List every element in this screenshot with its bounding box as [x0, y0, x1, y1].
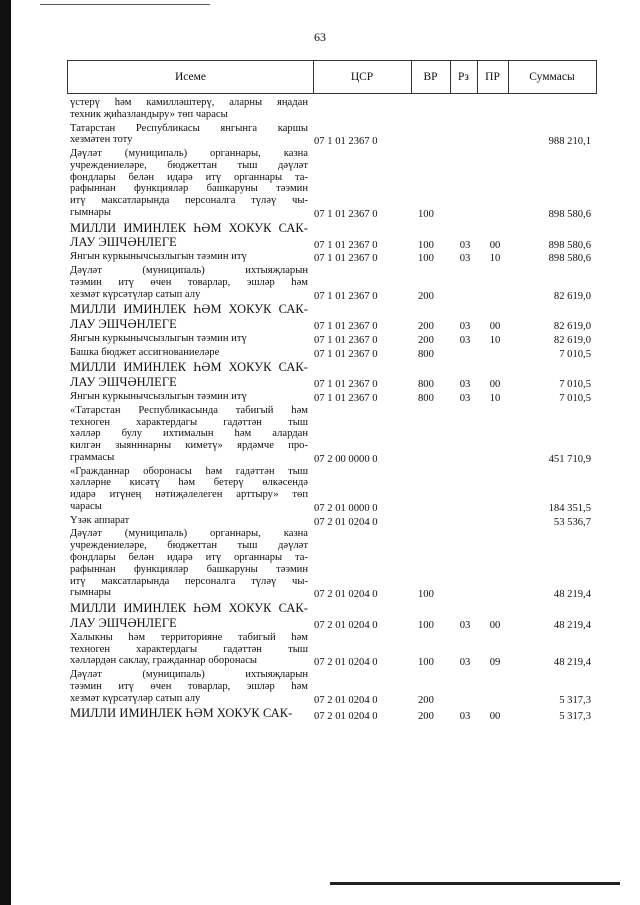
row-pr: 00 [489, 321, 501, 333]
row-vr: 100 [418, 239, 434, 251]
row-name [70, 466, 308, 513]
row-name-line: МИЛЛИ ИМИНЛЕК ҺӘМ ХОКУК САК- [70, 302, 308, 317]
row-sum: 898 580,6 [548, 208, 591, 220]
row-csr: 07 1 01 2367 0 [314, 348, 378, 360]
row-name [70, 515, 308, 527]
row-name-line: Дәүләт (муниципаль) ихтыяҗларын [70, 669, 308, 681]
row-name-line: хәлләрне кисәтү һәм бетерү өлкәсендә [70, 477, 308, 489]
row-name-line: тәэмин итү өчен товарлар, эшләр һәм [70, 276, 308, 288]
table-row [0, 669, 640, 706]
row-rz: 03 [459, 253, 471, 265]
row-csr: 07 1 01 2367 0 [314, 253, 378, 265]
table-row [0, 347, 640, 361]
row-vr: 100 [418, 620, 434, 632]
row-pr: 00 [489, 379, 501, 391]
row-name-line: Янгын куркынычсызлыгын тәэмин итү [70, 333, 247, 345]
row-sum: 7 010,5 [559, 379, 591, 391]
row-name-line: идарә итүнең нәтиҗәлелеген арттыру» төп [70, 489, 308, 501]
row-sum: 5 317,3 [559, 694, 591, 706]
row-name-line: учреждениеләре, бюджеттан тыш дәүләт [70, 159, 308, 171]
row-rz: 03 [459, 620, 471, 632]
row-sum: 451 710,9 [548, 453, 591, 465]
row-csr: 07 2 01 0204 0 [314, 516, 378, 528]
row-sum: 184 351,5 [548, 502, 591, 514]
row-vr: 200 [418, 334, 434, 346]
row-sum: 898 580,6 [548, 239, 591, 251]
row-csr: 07 1 01 2367 0 [314, 136, 378, 148]
row-name-line: ЛАУ ЭШЧӘНЛЕГЕ [70, 235, 177, 250]
scan-bottom-line [330, 882, 620, 885]
table-row [0, 515, 640, 529]
row-name-line: гымнары [70, 587, 111, 599]
row-name-line: хезмәт күрсәтүләр сатып алу [70, 288, 201, 300]
row-name-line: үстерү һәм камилләштерү, аларны яңадан [70, 97, 308, 108]
row-pr: 10 [489, 253, 501, 265]
row-csr: 07 2 01 0204 0 [314, 589, 378, 601]
row-name-line: техник җиһазландыру» төп чарасы [70, 108, 228, 120]
row-pr: 09 [489, 657, 501, 669]
row-name [70, 221, 308, 250]
row-name-line: Башка бюджет ассигнованиеләре [70, 346, 220, 358]
row-name-line: гымнары [70, 206, 111, 218]
row-csr: 07 1 01 2367 0 [314, 379, 378, 391]
row-vr: 800 [418, 379, 434, 391]
row-name-line: рафыннан функцияләр башкаруны тәэмин [70, 563, 308, 575]
row-name-line: МИЛЛИ ИМИНЛЕК ҺӘМ ХОКУК САК- [70, 706, 293, 721]
row-vr: 800 [418, 393, 434, 404]
row-name-line: МИЛЛИ ИМИНЛЕК ҺӘМ ХОКУК САК- [70, 601, 308, 616]
row-name [70, 347, 308, 359]
row-rz: 03 [459, 321, 471, 333]
row-rz: 03 [459, 379, 471, 391]
table-row [0, 706, 640, 722]
row-rz: 03 [459, 710, 471, 722]
row-name-line: ЛАУ ЭШЧӘНЛЕГЕ [70, 615, 177, 630]
table-row [0, 221, 640, 252]
row-rz: 03 [459, 334, 471, 346]
row-name-line: хезмәт күрсәтүләр сатып алу [70, 692, 201, 704]
row-sum: 48 219,4 [553, 589, 591, 601]
row-pr: 00 [489, 710, 501, 722]
row-name-line: килгән зыянннарны киметү» ярдәмче про- [70, 440, 308, 452]
row-name-line: «Гражданнар оборонасы һәм гадәттән тыш [70, 465, 308, 477]
row-csr: 07 1 01 2367 0 [314, 393, 378, 404]
row-name-line: хәлләр булу ихтималын һәм алардан [70, 428, 308, 440]
table-row [0, 601, 640, 632]
row-name-line: МИЛЛИ ИМИНЛЕК ҺӘМ ХОКУК САК- [70, 360, 308, 375]
row-sum: 82 619,0 [553, 321, 591, 333]
table-row [0, 251, 640, 265]
table-row [0, 333, 640, 347]
row-sum: 82 619,0 [553, 290, 591, 302]
row-name-line: фондлары белән идарә итү органнары та- [70, 171, 308, 183]
table-body [0, 97, 640, 723]
row-name [70, 265, 308, 300]
row-name [70, 706, 308, 720]
row-name-line: техноген характердагы гадәттән тыш [70, 643, 308, 655]
header-csr: ЦСР [313, 60, 412, 94]
scan-top-line [40, 4, 210, 5]
row-name-line: Янгын куркынычсызлыгын тәэмин итү [70, 391, 247, 403]
row-name-line: фондлары белән идарә итү органнары та- [70, 552, 308, 564]
table-row [0, 391, 640, 405]
row-csr: 07 2 00 0000 0 [314, 453, 378, 465]
row-name-line: Дәүләт (муниципаль) органнары, казна [70, 148, 308, 159]
row-vr: 100 [418, 589, 434, 601]
header-rz: Рз [450, 60, 478, 94]
row-csr: 07 1 01 2367 0 [314, 290, 378, 302]
row-sum: 48 219,4 [553, 620, 591, 632]
row-vr: 200 [418, 694, 434, 706]
row-name [70, 405, 308, 464]
row-name [70, 391, 308, 403]
row-name-line: хәлләрдән саклау, гражданнар оборонасы [70, 655, 258, 667]
row-name-line: итү максатларында персоналга түләү чы- [70, 575, 308, 587]
row-csr: 07 1 01 2367 0 [314, 239, 378, 251]
row-csr: 07 1 01 2367 0 [314, 321, 378, 333]
row-sum: 988 210,1 [548, 136, 591, 148]
row-name-line: учреждениеләре, бюджеттан тыш дәүләт [70, 540, 308, 552]
row-sum: 48 219,4 [553, 657, 591, 669]
page-number: 63 [314, 30, 326, 44]
row-name-line: Дәүләт (муниципаль) органнары, казна [70, 528, 308, 540]
row-name [70, 360, 308, 389]
header-sum: Суммасы [508, 60, 597, 94]
table-row [0, 265, 640, 302]
row-pr: 10 [489, 393, 501, 404]
row-sum: 82 619,0 [553, 334, 591, 346]
row-name-line: Үзәк аппарат [70, 514, 130, 526]
row-csr: 07 1 01 2367 0 [314, 208, 378, 220]
row-name [70, 528, 308, 599]
row-vr: 100 [418, 208, 434, 220]
table-row [0, 360, 640, 391]
row-sum: 7 010,5 [559, 348, 591, 360]
row-csr: 07 2 01 0000 0 [314, 502, 378, 514]
table-row [0, 528, 640, 601]
row-csr: 07 2 01 0204 0 [314, 620, 378, 632]
row-sum: 898 580,6 [548, 253, 591, 265]
table-row [0, 97, 640, 123]
row-vr: 200 [418, 290, 434, 302]
row-name-line: Дәүләт (муниципаль) ихтыяҗларын [70, 265, 308, 277]
row-name-line: ЛАУ ЭШЧӘНЛЕГЕ [70, 316, 177, 331]
row-sum: 5 317,3 [559, 710, 591, 722]
row-name-line: хезмәтен тоту [70, 134, 133, 146]
row-csr: 07 2 01 0204 0 [314, 694, 378, 706]
row-vr: 200 [418, 321, 434, 333]
table-row [0, 466, 640, 515]
row-name-line: техноген характердагы гадәттән тыш [70, 416, 308, 428]
row-name [70, 123, 308, 147]
row-vr: 800 [418, 348, 434, 360]
table-row [0, 405, 640, 466]
row-name [70, 669, 308, 704]
row-csr: 07 2 01 0204 0 [314, 657, 378, 669]
row-name [70, 97, 308, 121]
row-csr: 07 1 01 2367 0 [314, 334, 378, 346]
table-row [0, 148, 640, 221]
table-row [0, 302, 640, 333]
row-pr: 10 [489, 334, 501, 346]
header-name: Исеме [67, 60, 314, 94]
row-name-line: чарасы [70, 501, 102, 513]
row-name [70, 632, 308, 667]
row-name-line: Татарстан Республикасы янгынга каршы [70, 122, 308, 134]
header-vr: ВР [411, 60, 451, 94]
row-name [70, 333, 308, 345]
row-name-line: Янгын куркынычсызлыгын тәэмин итү [70, 251, 247, 263]
row-pr: 00 [489, 239, 501, 251]
row-csr: 07 2 01 0204 0 [314, 710, 378, 722]
row-name-line: граммасы [70, 451, 115, 463]
row-name-line: ЛАУ ЭШЧӘНЛЕГЕ [70, 374, 177, 389]
row-sum: 53 536,7 [553, 516, 591, 528]
row-name [70, 148, 308, 219]
row-name-line: тәэмин итү өчен товарлар, эшләр һәм [70, 680, 308, 692]
row-name-line: «Татарстан Республикасында табигый һәм [70, 404, 308, 416]
row-name [70, 251, 308, 263]
row-vr: 100 [418, 253, 434, 265]
row-pr: 00 [489, 620, 501, 632]
table-row [0, 123, 640, 149]
row-name-line: Халыкны һәм территорияне табигый һәм [70, 631, 308, 643]
row-vr: 100 [418, 657, 434, 669]
table-row [0, 632, 640, 669]
row-rz: 03 [459, 239, 471, 251]
row-vr: 200 [418, 710, 434, 722]
row-sum: 7 010,5 [559, 393, 591, 404]
row-name-line: итү максатларында персоналга түләү чы- [70, 195, 308, 207]
row-rz: 03 [459, 393, 471, 404]
row-name [70, 302, 308, 331]
row-name-line: рафыннан функцияләр башкаруны тәэмин [70, 183, 308, 195]
row-rz: 03 [459, 657, 471, 669]
row-name [70, 601, 308, 630]
row-name-line: МИЛЛИ ИМИНЛЕК ҺӘМ ХОКУК САК- [70, 220, 308, 235]
header-pr: ПР [477, 60, 509, 94]
